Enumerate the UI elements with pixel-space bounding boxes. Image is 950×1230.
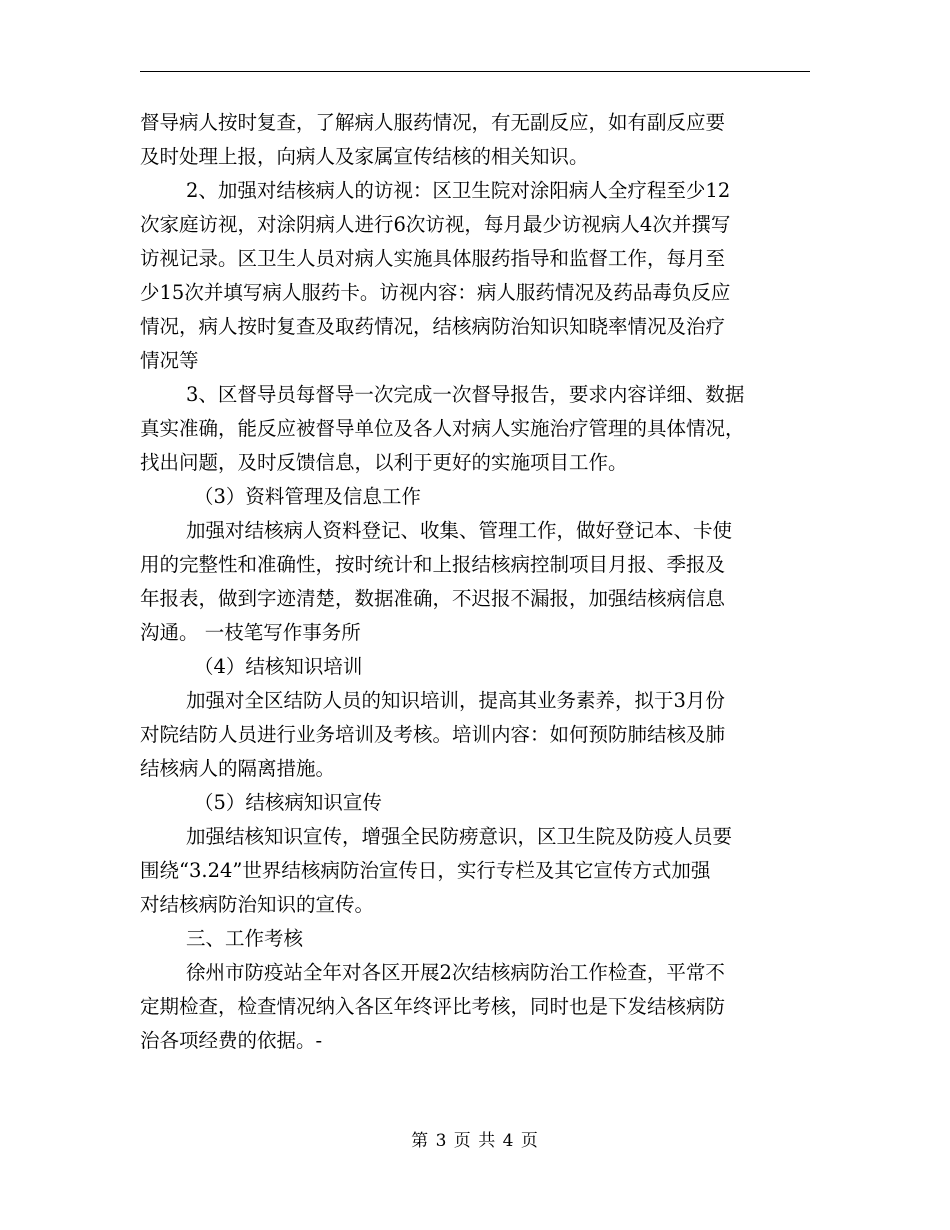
text-line: 用的完整性和准确性，按时统计和上报结核病控制项目月报、季报及	[140, 553, 726, 576]
text-line: （3）资料管理及信息工作	[194, 485, 421, 508]
text-line: 督导病人按时复查，了解病人服药情况，有无副反应，如有副反应要	[140, 111, 726, 134]
text-line: （4）结核知识培训	[194, 655, 363, 678]
text-line: 及时处理上报，向病人及家属宣传结核的相关知识。	[140, 145, 589, 168]
section-heading-publicity	[140, 786, 810, 820]
paragraph-visit-patients	[140, 174, 810, 378]
text-line: 加强结核知识宣传，增强全民防痨意识，区卫生院及防疫人员要	[186, 825, 733, 848]
document-body	[140, 106, 810, 1058]
text-line: 治各项经费的依据。-	[140, 1029, 323, 1052]
section-heading-data-management	[140, 480, 810, 514]
text-line: 结核病人的隔离措施。	[140, 757, 336, 780]
paragraph-followup-continuation	[140, 106, 810, 174]
text-line: 少15次并填写病人服药卡。访视内容：病人服药情况及药品毒负反应	[140, 281, 731, 304]
text-line: 年报表，做到字迹清楚，数据准确，不迟报不漏报，加强结核病信息	[140, 587, 726, 610]
text-line: 2、加强对结核病人的访视：区卫生院对涂阳病人全疗程至少12	[186, 179, 731, 202]
text-line: 3、区督导员每督导一次完成一次督导报告，要求内容详细、数据	[186, 383, 745, 406]
text-line: 找出问题，及时反馈信息，以利于更好的实施项目工作。	[140, 451, 628, 474]
text-line: 对院结防人员进行业务培训及考核。培训内容：如何预防肺结核及肺	[140, 723, 726, 746]
section-heading-work-assessment	[140, 922, 810, 956]
paragraph-supervisor-report	[140, 378, 810, 480]
text-line: 定期检查，检查情况纳入各区年终评比考核，同时也是下发结核病防	[140, 995, 726, 1018]
text-line: 三、工作考核	[186, 927, 304, 950]
text-line: （5）结核病知识宣传	[194, 791, 382, 814]
text-line: 围绕“3.24”世界结核病防治宣传日，实行专栏及其它宣传方式加强	[140, 859, 711, 882]
text-line: 加强对结核病人资料登记、收集、管理工作，做好登记本、卡使	[186, 519, 733, 542]
text-line: 真实准确，能反应被督导单位及各人对病人实施治疗管理的具体情况，	[140, 417, 745, 440]
paragraph-training	[140, 684, 810, 786]
text-line: 次家庭访视，对涂阴病人进行6次访视，每月最少访视病人4次并撰写	[140, 213, 731, 236]
paragraph-data-management	[140, 514, 810, 650]
text-line: 访视记录。区卫生人员对病人实施具体服药指导和监督工作，每月至	[140, 247, 726, 270]
text-line: 徐州市防疫站全年对各区开展2次结核病防治工作检查，平常不	[186, 961, 725, 984]
section-heading-training	[140, 650, 810, 684]
text-line: 加强对全区结防人员的知识培训，提高其业务素养，拟于3月份	[186, 689, 725, 712]
text-line: 对结核病防治知识的宣传。	[140, 893, 375, 916]
page-number-footer: 第 3 页 共 4 页	[411, 1131, 539, 1151]
text-line: 情况等	[140, 349, 199, 372]
text-line: 沟通。 一枝笔写作事务所	[140, 621, 361, 644]
paragraph-publicity	[140, 820, 810, 922]
paragraph-work-assessment	[140, 956, 810, 1058]
header-rule	[140, 71, 810, 72]
text-line: 情况，病人按时复查及取药情况，结核病防治知识知晓率情况及治疗	[140, 315, 726, 338]
